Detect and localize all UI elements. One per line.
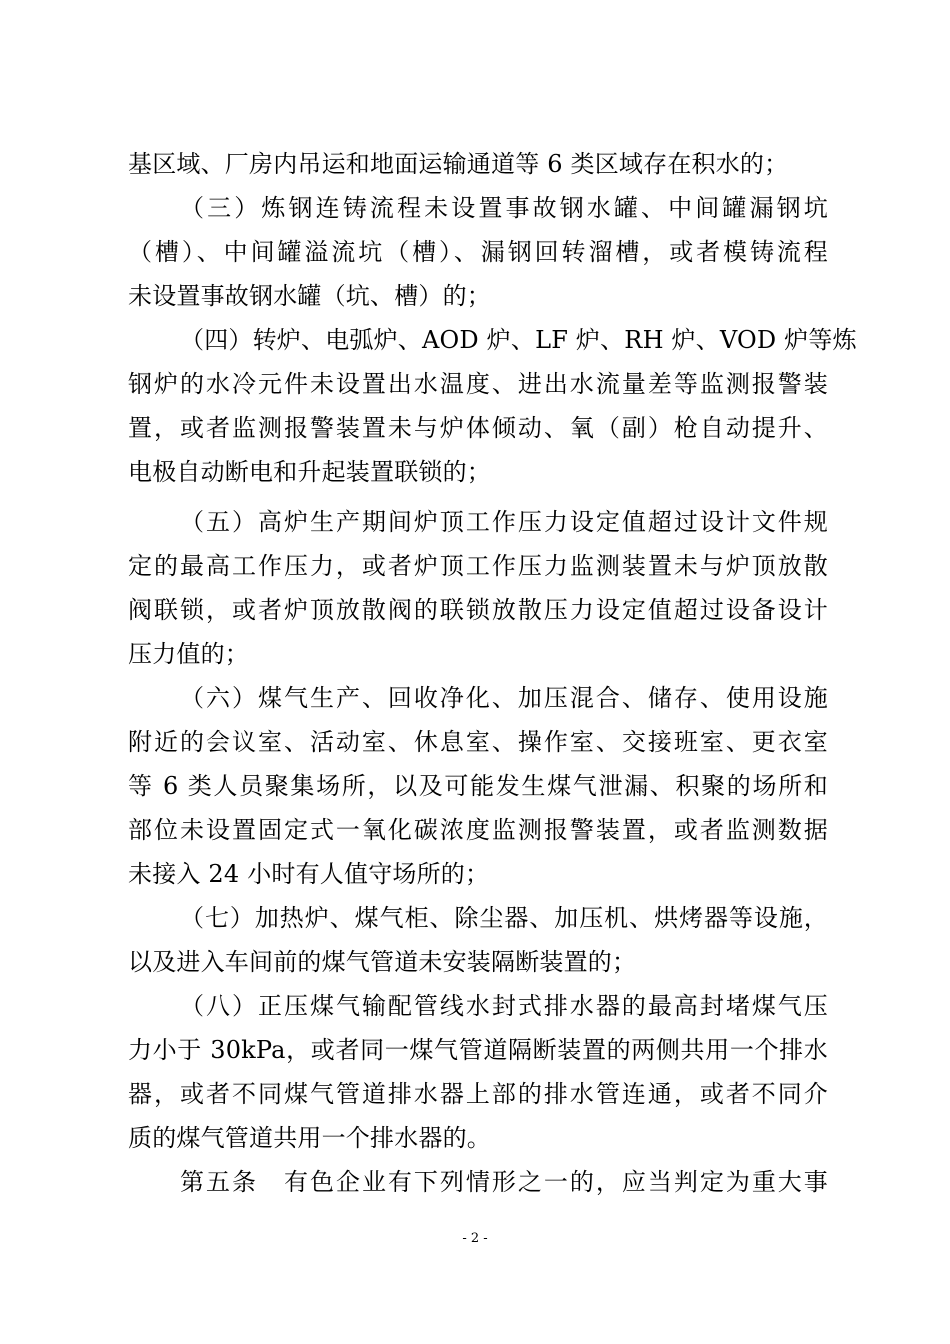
text-line-15: 等 6 类人员聚集场所，以及可能发生煤气泄漏、积聚的场所和: [128, 772, 828, 800]
text-line-18: （七）加热炉、煤气柜、除尘器、加压机、烘烤器等设施，: [180, 904, 828, 932]
text-line-8: 电极自动断电和升起装置联锁的；: [128, 458, 491, 486]
text-line-1: 基区域、厂房内吊运和地面运输通道等 6 类区域存在积水的；: [128, 150, 789, 178]
text-line-22: 器，或者不同煤气管道排水器上部的排水管连通，或者不同介: [128, 1080, 828, 1108]
text-line-21: 力小于 30kPa，或者同一煤气管道隔断装置的两侧共用一个排水: [128, 1036, 828, 1064]
text-line-4: 未设置事故钢水罐（坑、槽）的；: [128, 282, 491, 310]
text-line-20: （八）正压煤气输配管线水封式排水器的最高封堵煤气压: [180, 992, 828, 1020]
page-number: - 2 -: [462, 1231, 488, 1246]
text-line-2: （三）炼钢连铸流程未设置事故钢水罐、中间罐漏钢坑: [180, 194, 828, 222]
text-line-7: 置，或者监测报警装置未与炉体倾动、氧（副）枪自动提升、: [128, 414, 828, 442]
text-line-6: 钢炉的水冷元件未设置出水温度、进出水流量差等监测报警装: [128, 370, 828, 398]
text-line-19: 以及进入车间前的煤气管道未安装隔断装置的；: [128, 948, 637, 976]
text-line-3: （槽）、中间罐溢流坑（槽）、漏钢回转溜槽，或者模铸流程: [128, 238, 828, 266]
text-line-23: 质的煤气管道共用一个排水器的。: [128, 1124, 491, 1152]
article-heading-line: 第五条 有色企业有下列情形之一的，应当判定为重大事: [180, 1168, 828, 1196]
text-line-16: 部位未设置固定式一氧化碳浓度监测报警装置，或者监测数据: [128, 816, 828, 844]
text-line-12: 压力值的；: [128, 640, 249, 668]
text-line-11: 阀联锁，或者炉顶放散阀的联锁放散压力设定值超过设备设计: [128, 596, 828, 624]
text-line-5: （四）转炉、电弧炉、AOD 炉、LF 炉、RH 炉、VOD 炉等炼: [180, 326, 857, 354]
text-line-9: （五）高炉生产期间炉顶工作压力设定值超过设计文件规: [180, 508, 828, 536]
text-line-17: 未接入 24 小时有人值守场所的；: [128, 860, 490, 888]
text-line-10: 定的最高工作压力，或者炉顶工作压力监测装置未与炉顶放散: [128, 552, 828, 580]
text-line-14: 附近的会议室、活动室、休息室、操作室、交接班室、更衣室: [128, 728, 828, 756]
text-line-13: （六）煤气生产、回收净化、加压混合、储存、使用设施: [180, 684, 828, 712]
